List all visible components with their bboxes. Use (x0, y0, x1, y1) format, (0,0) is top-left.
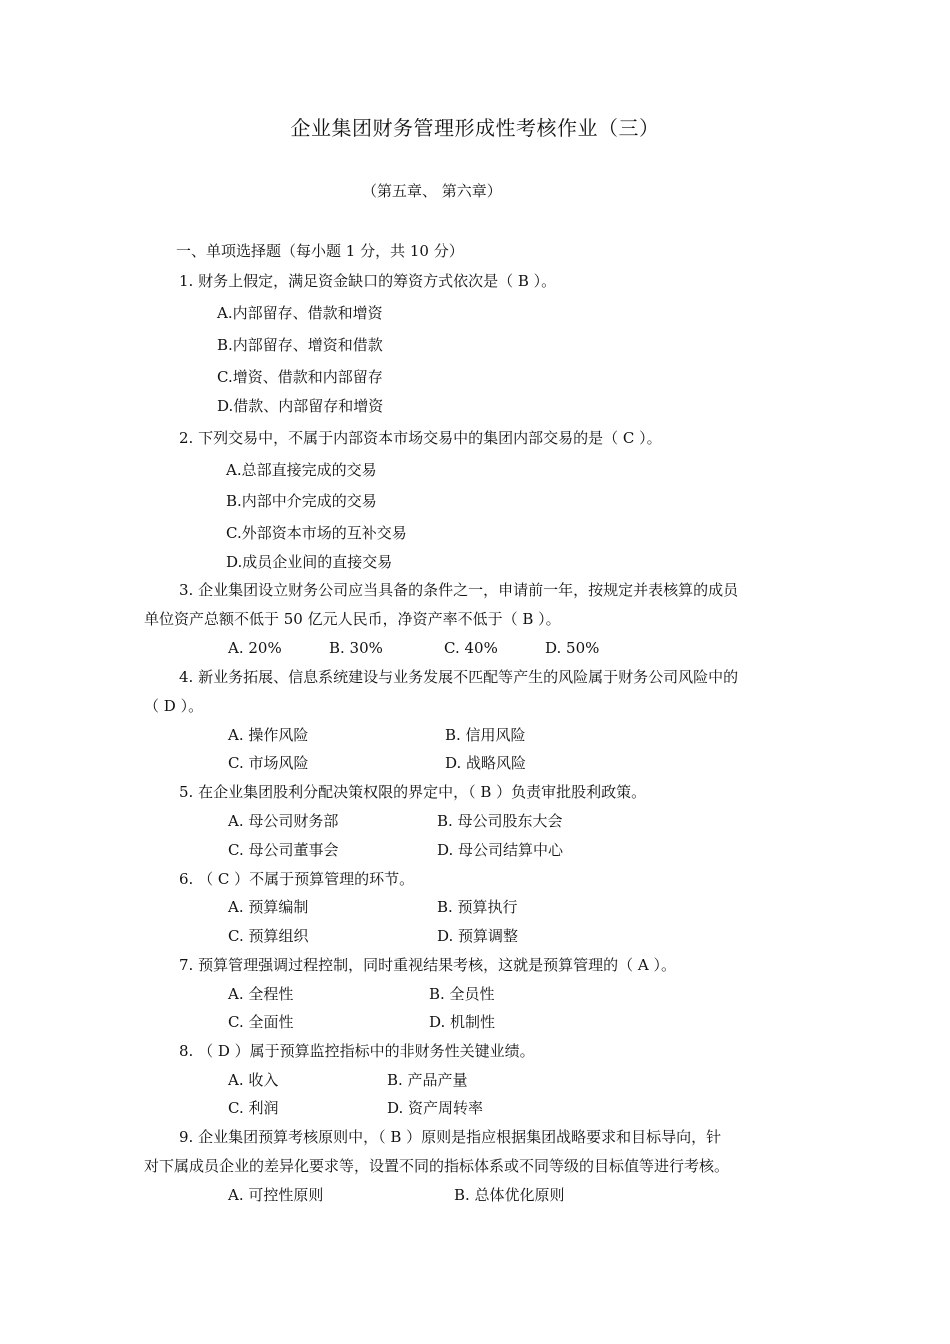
question-1-stem: 1. 财务上假定，满足资金缺口的筹资方式依次是（ B ）。 (179, 272, 557, 290)
question-6-option-a: A. 预算编制 (228, 898, 309, 916)
question-2-option-b: B.内部中介完成的交易 (226, 492, 377, 510)
section-heading: 一、单项选择题（每小题 1 分，共 10 分） (176, 242, 464, 260)
question-4-option-a: A. 操作风险 (228, 726, 309, 744)
question-5-option-a: A. 母公司财务部 (228, 812, 339, 830)
question-6-option-b: B. 预算执行 (437, 898, 518, 916)
question-7-option-b: B. 全员性 (429, 985, 495, 1003)
question-3-stem-line-1: 3. 企业集团设立财务公司应当具备的条件之一，申请前一年，按规定并表核算的成员 (179, 581, 739, 599)
question-9-stem-line-2: 对下属成员企业的差异化要求等，设置不同的指标体系或不同等级的目标值等进行考核。 (144, 1157, 730, 1175)
question-1-option-a: A.内部留存、借款和增资 (217, 304, 383, 322)
question-6-option-c: C. 预算组织 (228, 927, 309, 945)
question-8-option-b: B. 产品产量 (387, 1071, 468, 1089)
question-8-option-a: A. 收入 (228, 1071, 279, 1089)
page-title: 企业集团财务管理形成性考核作业（三） (290, 116, 660, 140)
question-7-option-d: D. 机制性 (429, 1013, 496, 1031)
question-1-option-b: B.内部留存、增资和借款 (217, 336, 383, 354)
question-5-option-c: C. 母公司董事会 (228, 841, 339, 859)
question-4-option-b: B. 信用风险 (445, 726, 526, 744)
question-2-option-c: C.外部资本市场的互补交易 (226, 524, 407, 542)
question-1-option-d: D.借款、内部留存和增资 (217, 397, 384, 415)
question-5-option-d: D. 母公司结算中心 (437, 841, 564, 859)
question-7-option-c: C. 全面性 (228, 1013, 294, 1031)
question-4-option-d: D. 战略风险 (445, 754, 527, 772)
question-9-option-b: B. 总体优化原则 (454, 1186, 565, 1204)
question-4-stem-line-1: 4. 新业务拓展、信息系统建设与业务发展不匹配等产生的风险属于财务公司风险中的 (179, 668, 739, 686)
question-7-option-a: A. 全程性 (228, 985, 294, 1003)
page-subtitle: （第五章、 第六章） (362, 182, 502, 200)
question-3-option-a: A. 20% (228, 639, 282, 657)
question-3-option-d: D. 50% (545, 639, 600, 657)
question-5-option-b: B. 母公司股东大会 (437, 812, 563, 830)
question-7-stem: 7. 预算管理强调过程控制，同时重视结果考核，这就是预算管理的（ A ）。 (179, 956, 676, 974)
question-9-option-a: A. 可控性原则 (228, 1186, 324, 1204)
question-8-option-d: D. 资产周转率 (387, 1099, 484, 1117)
question-2-option-d: D.成员企业间的直接交易 (226, 553, 393, 571)
question-9-stem-line-1: 9. 企业集团预算考核原则中，（ B ）原则是指应根据集团战略要求和目标导向，针 (179, 1128, 722, 1146)
question-2-stem: 2. 下列交易中，不属于内部资本市场交易中的集团内部交易的是（ C ）。 (179, 429, 662, 447)
question-4-option-c: C. 市场风险 (228, 754, 309, 772)
question-3-option-c: C. 40% (444, 639, 498, 657)
question-8-stem: 8. （ D ）属于预算监控指标中的非财务性关键业绩。 (179, 1042, 535, 1060)
question-3-option-b: B. 30% (329, 639, 383, 657)
question-4-stem-line-2: （ D ）。 (144, 697, 204, 715)
question-1-option-c: C.增资、借款和内部留存 (217, 368, 383, 386)
question-6-option-d: D. 预算调整 (437, 927, 519, 945)
question-6-stem: 6. （ C ）不属于预算管理的环节。 (179, 870, 415, 888)
question-3-stem-line-2: 单位资产总额不低于 50 亿元人民币，净资产率不低于（ B ）。 (144, 610, 561, 628)
question-2-option-a: A.总部直接完成的交易 (226, 461, 377, 479)
question-8-option-c: C. 利润 (228, 1099, 279, 1117)
question-5-stem: 5. 在企业集团股利分配决策权限的界定中，（ B ）负责审批股利政策。 (179, 783, 647, 801)
